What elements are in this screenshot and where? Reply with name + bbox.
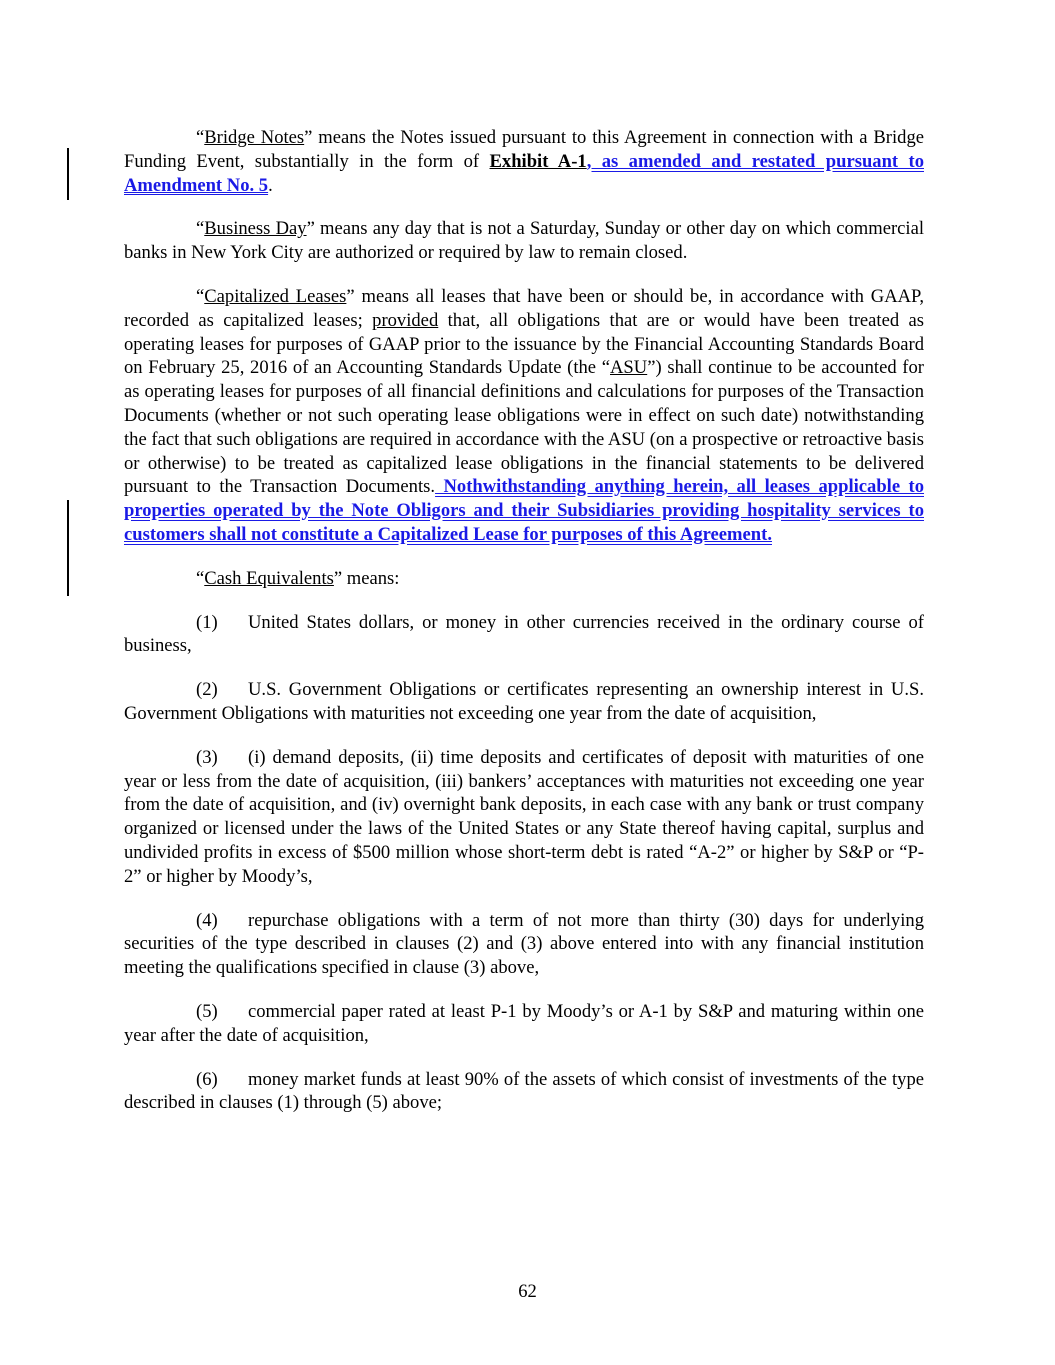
defined-term: Bridge Notes [204, 127, 305, 148]
text-run: (i) demand deposits, (ii) time deposits and certificates of deposit with maturities of one year or less from the date of acquisition, (iii) bankers’ acceptances with maturities not exceeding one year from the date of acquisition, and (iv) overnight bank deposits, in each case with any bank or trust company organized or licensed under the laws of the United States or any State thereof having capital, surplus and undivided profits in excess of $500 million whose short-term debt is rated “A-2” or higher by S&P or “P-2” or higher by Moody’s, [124, 746, 924, 887]
defined-term: ASU [610, 357, 648, 379]
clause-number: (2) [196, 679, 218, 701]
numbered-clause [124, 1000, 924, 1048]
inserted-text: Nothwithstanding anything herein, all leases applicable to properties operated by the Note Obligors and their Subsidiaries providing hospitality services to customers shall not constitute a Capitalized Lease for purposes of this Agreement. [124, 476, 924, 545]
change-bar [67, 148, 69, 200]
text-run: United States dollars, or money in other currencies received in the ordinary course of business, [124, 611, 924, 657]
clause-number: (6) [196, 1068, 218, 1090]
change-bar [67, 500, 69, 596]
inserted-text: , as amended and restated pursuant to Amendment No. 5 [124, 150, 924, 196]
definition-paragraph [124, 285, 924, 547]
text-run: “ [196, 127, 205, 148]
text-run: money market funds at least 90% of the assets of which consist of investments of the type described in clauses (1) through (5) above; [124, 1068, 924, 1114]
text-run: ” means all leases that have been or should be, in accordance with GAAP, recorded as capitalized leases; [124, 285, 924, 331]
defined-term: Business Day [204, 218, 307, 240]
clause-number: (1) [196, 611, 218, 633]
numbered-clause [124, 1068, 924, 1116]
numbered-clause [124, 611, 924, 659]
text-run: ” means: [333, 567, 400, 589]
numbered-clause [124, 909, 924, 980]
text-run: “ [196, 218, 205, 240]
defined-term: Cash Equivalents [204, 567, 334, 589]
numbered-clause [124, 746, 924, 889]
text-run: . [268, 174, 273, 196]
text-run: that, all obligations that are or would have been treated as operating leases for purposes of GAAP prior to the issuance by the Financial Accounting Standards Board on February 25, 2016 of an Accounting Standards Update (the “ [124, 309, 925, 379]
text-run: commercial paper rated at least P-1 by Moody’s or A-1 by S&P and maturing within one year after the date of acquisition, [124, 1000, 924, 1046]
text-run: ” means any day that is not a Saturday, Sunday or other day on which commercial banks in New York City are authorized or required by law to remain closed. [124, 218, 925, 264]
text-run: “ [196, 285, 205, 307]
clause-number: (4) [196, 909, 218, 931]
text-run: ” means the Notes issued pursuant to this Agreement in connection with a Bridge Funding Event, substantially in the form of [124, 127, 925, 172]
document-body [124, 126, 924, 1135]
defined-term: Exhibit A-1 [489, 150, 587, 172]
page-number: 62 [518, 1281, 537, 1302]
text-run: ”) shall continue to be accounted for as operating leases for purposes of all financial definitions and calculations for purposes of the Transaction Documents (whether or not such operating lease obligations were in effect on such date) notwithstanding the fact that such obligations are required in accordance with the ASU (on a prospective or retroactive basis or otherwise) to be treated as capitalized lease obligations in the financial statements to be delivered pursuant to the Transaction Documents. [124, 357, 924, 498]
defined-term: provided [372, 309, 439, 331]
numbered-clause [124, 678, 924, 726]
clause-number: (5) [196, 1000, 218, 1022]
defined-term: Capitalized Leases [204, 285, 347, 307]
text-run: repurchase obligations with a term of not more than thirty (30) days for underlying securities of the type described in clauses (2) and (3) above entered into with any financial institution meeting the qualifications specified in clause (3) above, [124, 909, 924, 979]
definition-paragraph [124, 126, 924, 197]
clause-number: (3) [196, 746, 218, 768]
text-run: U.S. Government Obligations or certificates representing an ownership interest in U.S. Government Obligations with maturities not exceeding one year from the date of acquisition, [124, 679, 924, 724]
text-run: “ [196, 567, 205, 589]
definition-paragraph [124, 217, 924, 265]
definition-paragraph [124, 567, 924, 591]
